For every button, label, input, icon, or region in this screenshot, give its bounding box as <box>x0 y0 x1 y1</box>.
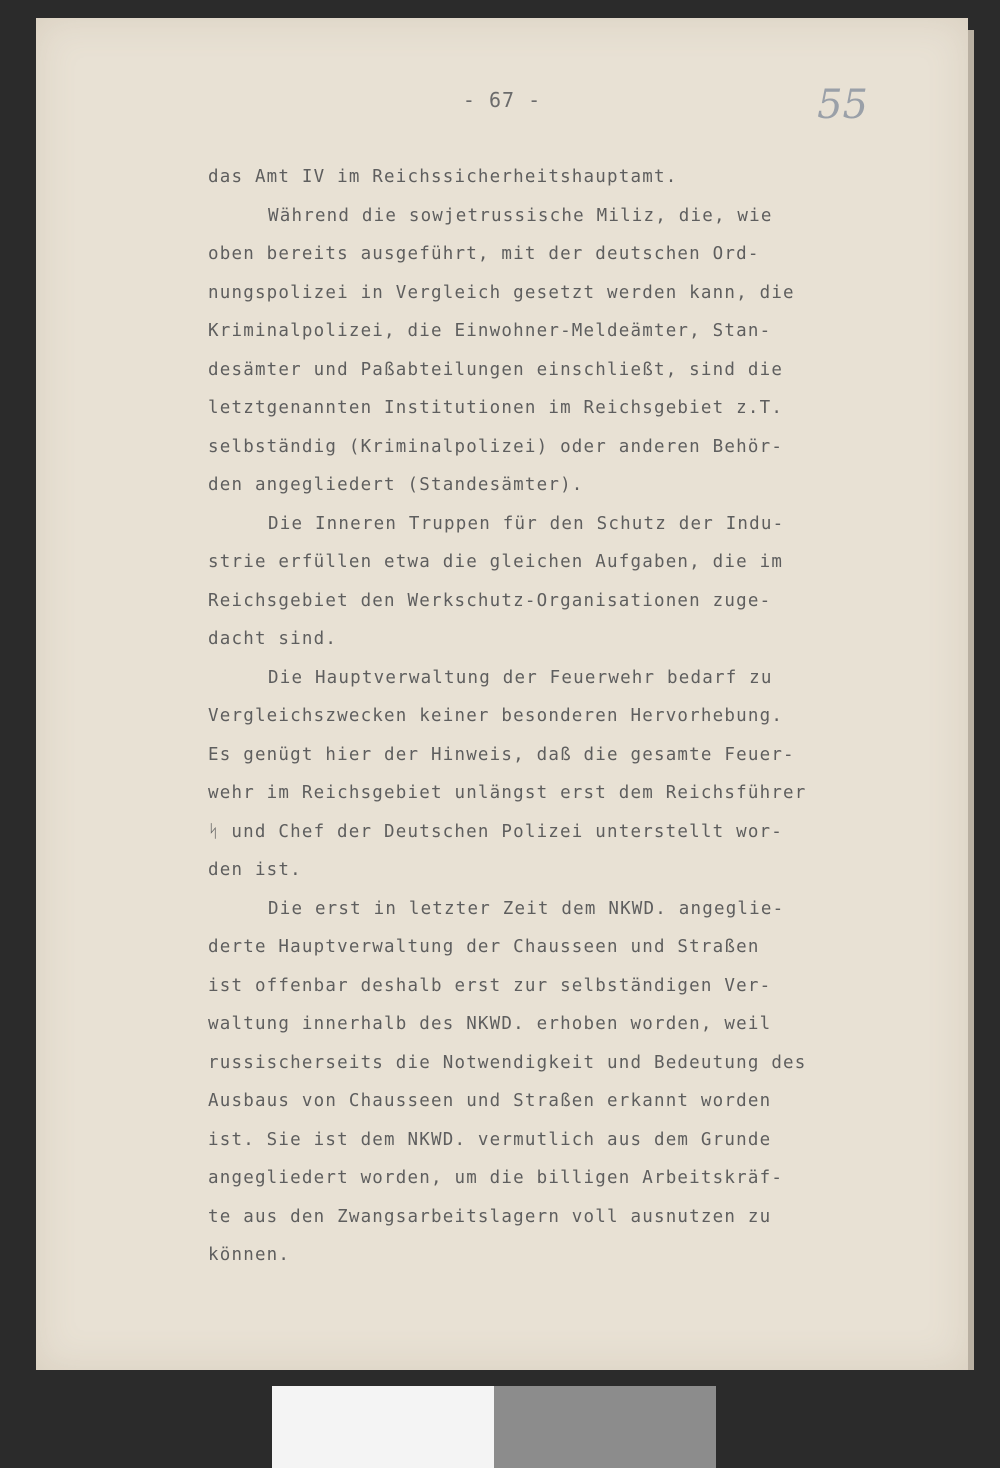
text-line: Reichsgebiet den Werkschutz-Organisationen zuge- <box>208 590 772 611</box>
text-line: den ist. <box>208 860 302 880</box>
text-line: Ausbaus von Chausseen und Straßen erkannt worden <box>208 1091 772 1111</box>
text-line: oben bereits ausgeführt, mit der deutschen Ord- <box>208 244 760 264</box>
text-line: angegliedert worden, um die billigen Arbeitskräf- <box>208 1168 784 1188</box>
text-line: ist offenbar deshalb erst zur selbständigen Ver- <box>208 975 772 996</box>
text-line: Es genügt hier der Hinweis, daß die gesamte Feuer- <box>208 744 795 765</box>
text-line: nungspolizei in Vergleich gesetzt werden kann, die <box>208 282 795 303</box>
text-line: ist. Sie ist dem NKWD. vermutlich aus dem Grunde <box>208 1129 772 1150</box>
text-line: dacht sind. <box>208 629 338 649</box>
text-line: Die Hauptverwaltung der Feuerwehr bedarf zu <box>268 667 773 688</box>
body-text <box>208 158 828 1275</box>
text-line: können. <box>208 1245 291 1265</box>
text-line: das Amt IV im Reichssicherheitshauptamt. <box>208 167 678 187</box>
text-line: russischerseits die Notwendigkeit und Bedeutung des <box>208 1052 807 1073</box>
page-number: - 67 - <box>462 88 542 112</box>
text-line: selbständig (Kriminalpolizei) oder anderen Behör- <box>208 436 784 457</box>
text-line: te aus den Zwangsarbeitslagern voll ausnutzen zu <box>208 1206 772 1227</box>
text-line: desämter und Paßabteilungen einschließt, sind die <box>208 359 784 380</box>
text-line: waltung innerhalb des NKWD. erhoben worden, weil <box>208 1014 772 1034</box>
text-line: derte Hauptverwaltung der Chausseen und Straßen <box>208 937 760 957</box>
calibration-white-patch <box>272 1386 494 1468</box>
text-line: Vergleichszwecken keiner besonderen Hervorhebung. <box>208 706 784 726</box>
text-line: Kriminalpolizei, die Einwohner-Meldeämter, Stan- <box>208 321 772 341</box>
folio-number: 55 <box>817 82 868 128</box>
text-line: Die erst in letzter Zeit dem NKWD. angeglie- <box>268 898 785 919</box>
text-line: wehr im Reichsgebiet unlängst erst dem Reichsführer <box>208 783 807 803</box>
text-line: den angegliedert (Standesämter). <box>208 475 584 495</box>
calibration-gray-patch <box>494 1386 716 1468</box>
text-line: letztgenannten Institutionen im Reichsgebiet z.T. <box>208 398 784 418</box>
document-page <box>36 18 968 1370</box>
text-line: Während die sowjetrussische Miliz, die, wie <box>268 205 773 226</box>
text-line: Die Inneren Truppen für den Schutz der Indu- <box>268 513 785 534</box>
text-line: strie erfüllen etwa die gleichen Aufgaben, die im <box>208 552 784 572</box>
text-line: ᛋ und Chef der Deutschen Polizei unterstellt wor- <box>208 821 784 842</box>
page-edge <box>968 30 974 1370</box>
